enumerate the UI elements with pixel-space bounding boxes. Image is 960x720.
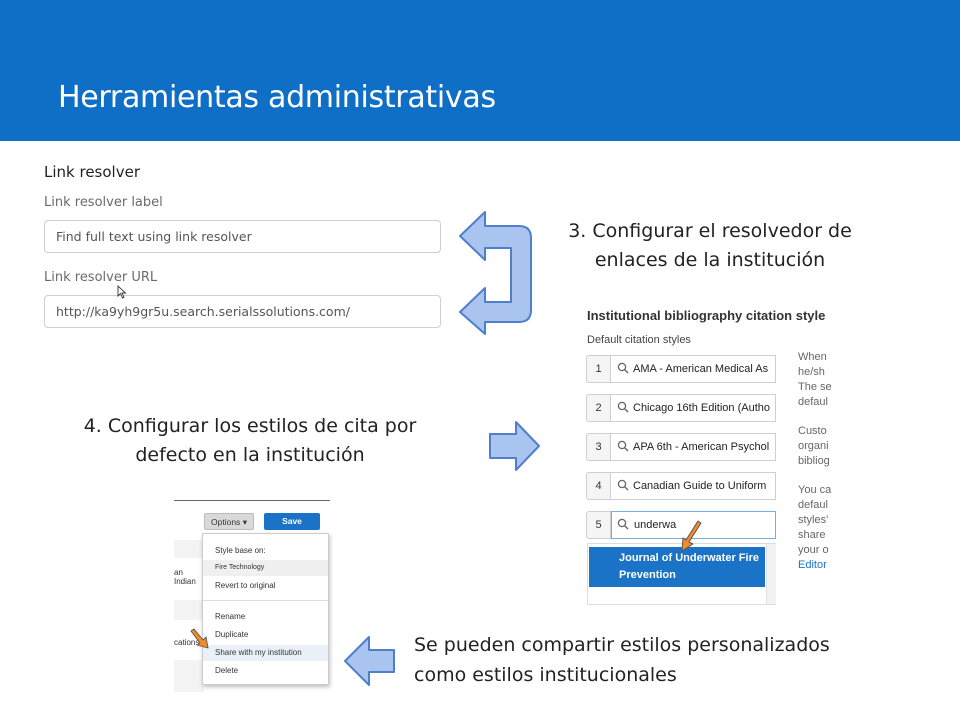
- citation-style-field[interactable]: APA 6th - American Psychol: [611, 433, 776, 461]
- link-resolver-section-title: Link resolver: [44, 163, 140, 181]
- help-line: defaul: [798, 499, 828, 511]
- citation-row-number: 1: [586, 355, 611, 383]
- link-resolver-url-input[interactable]: http://ka9yh9gr5u.search.serialssolutions.com/: [44, 295, 441, 328]
- citation-row-number: 4: [586, 472, 611, 500]
- options-menu: [202, 533, 329, 685]
- style-list-item[interactable]: an Indian: [174, 568, 196, 586]
- help-line: he/sh: [798, 366, 825, 378]
- mouse-cursor-icon: [117, 285, 127, 299]
- share-styles-line-1: Se pueden compartir estilos personalizados: [414, 634, 830, 656]
- help-line: Custo: [798, 425, 827, 437]
- help-line: When: [798, 351, 827, 363]
- options-label: Options: [211, 517, 241, 527]
- step-3-line-2: enlaces de la institución: [594, 249, 826, 271]
- right-arrow-icon: [488, 420, 542, 472]
- style-list-strip: [174, 540, 204, 692]
- help-line: defaul: [798, 396, 828, 408]
- menu-heading-style-base-on: Style base on:: [215, 546, 266, 555]
- slide-header: [0, 0, 960, 141]
- step-3-line-1: 3. Configurar el resolvedor de: [568, 220, 852, 242]
- citation-style-field[interactable]: AMA - American Medical As: [611, 355, 776, 383]
- help-line: your o: [798, 544, 829, 556]
- slide-title: Herramientas administrativas: [58, 80, 496, 115]
- step-4-text: [50, 412, 450, 470]
- help-line: You ca: [798, 484, 832, 496]
- autocomplete-option-line-2: Prevention: [619, 569, 676, 581]
- citation-row[interactable]: [586, 394, 776, 422]
- citation-row-number: 5: [586, 511, 611, 539]
- citation-row-number: 2: [586, 394, 611, 422]
- citation-style-field[interactable]: Chicago 16th Edition (Autho: [611, 394, 776, 422]
- options-screenshot: [174, 500, 330, 692]
- style-list-item[interactable]: cations: [174, 638, 200, 647]
- help-line: bibliog: [798, 455, 830, 467]
- list-row-bg: [174, 540, 204, 558]
- search-icon: [617, 518, 629, 530]
- u-turn-arrow-icon: [455, 210, 540, 335]
- link-resolver-label-caption: Link resolver label: [44, 195, 163, 210]
- citation-row-number: 3: [586, 433, 611, 461]
- autocomplete-option-line-1: Journal of Underwater Fire: [619, 552, 759, 564]
- editor-link[interactable]: Editor: [798, 559, 827, 571]
- step-4-line-2: defecto en la institución: [135, 444, 365, 466]
- link-resolver-url-caption: Link resolver URL: [44, 270, 158, 285]
- left-arrow-icon: [343, 634, 397, 688]
- dropdown-scrollbar[interactable]: [766, 544, 776, 604]
- menu-item-share-with-institution[interactable]: Share with my institution: [203, 645, 328, 661]
- menu-divider: [203, 600, 328, 601]
- citation-help-text: [798, 350, 832, 573]
- citation-style-subtitle: Default citation styles: [587, 334, 691, 346]
- save-button[interactable]: Save: [264, 513, 320, 530]
- list-row-bg: [174, 660, 204, 692]
- pointer-arrow-icon: [188, 628, 210, 650]
- citation-style-title: Institutional bibliography citation style: [587, 308, 826, 323]
- menu-item-duplicate[interactable]: Duplicate: [215, 630, 249, 639]
- share-styles-text: [414, 630, 830, 690]
- menu-item-rename[interactable]: Rename: [215, 612, 246, 621]
- menu-item-delete[interactable]: Delete: [215, 666, 239, 675]
- menu-item-revert[interactable]: Revert to original: [215, 581, 276, 590]
- pointer-arrow-icon: [677, 518, 703, 554]
- help-line: organi: [798, 440, 829, 452]
- search-icon: [617, 362, 629, 374]
- help-line: styles': [798, 514, 829, 526]
- caret-down-icon: ▾: [242, 517, 247, 527]
- citation-row[interactable]: [586, 355, 776, 383]
- citation-style-field[interactable]: Canadian Guide to Uniform: [611, 472, 776, 500]
- link-resolver-label-input[interactable]: Find full text using link resolver: [44, 220, 441, 253]
- help-line: share: [798, 529, 826, 541]
- options-dropdown-button[interactable]: [204, 513, 254, 530]
- step-3-text: [540, 217, 880, 275]
- list-row-bg: [174, 600, 204, 620]
- search-icon: [617, 440, 629, 452]
- share-styles-line-2: como estilos institucionales: [414, 664, 677, 686]
- search-icon: [617, 401, 629, 413]
- step-4-line-1: 4. Configurar los estilos de cita por: [83, 415, 417, 437]
- citation-row[interactable]: [586, 433, 776, 461]
- citation-row[interactable]: [586, 472, 776, 500]
- help-line: The se: [798, 381, 832, 393]
- menu-item-fire-technology[interactable]: Fire Technology: [203, 560, 328, 576]
- citation-style-search-input[interactable]: underwa: [611, 511, 776, 539]
- search-icon: [617, 479, 629, 491]
